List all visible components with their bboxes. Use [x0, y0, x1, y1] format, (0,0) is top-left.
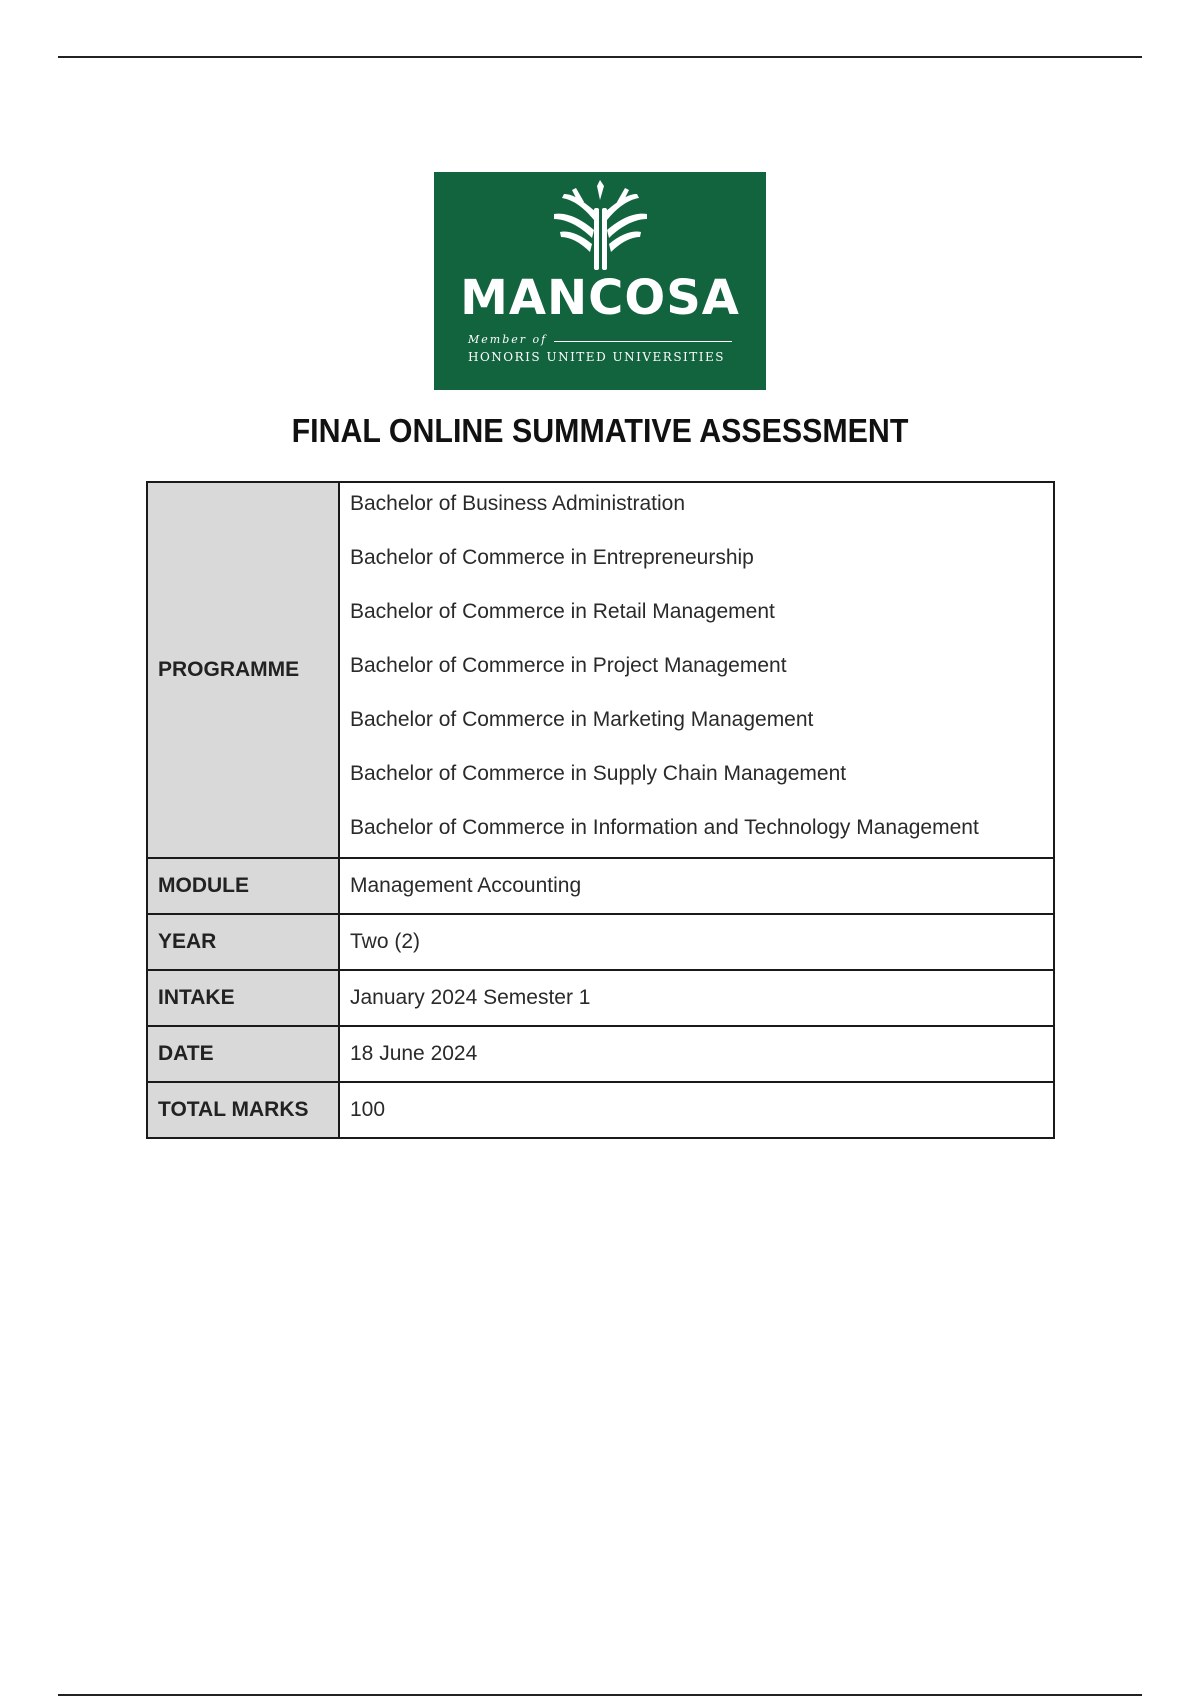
intake-value: January 2024 Semester 1: [339, 970, 1054, 1026]
programme-item: Bachelor of Commerce in Entrepreneurship: [350, 546, 754, 569]
assessment-info-table: [146, 481, 1055, 1139]
programme-list-cell: [339, 482, 1054, 858]
mancosa-logo: [434, 172, 766, 390]
module-label: MODULE: [147, 858, 339, 914]
programme-item: Bachelor of Commerce in Retail Management: [350, 600, 775, 623]
year-label: YEAR: [147, 914, 339, 970]
intake-row: [147, 970, 1054, 1026]
logo-wordmark: MANCOSA: [460, 270, 740, 326]
footer-rule: [58, 1694, 1142, 1696]
programme-item: Bachelor of Business Administration: [350, 492, 686, 515]
module-row: [147, 858, 1054, 914]
page-title: FINAL ONLINE SUMMATIVE ASSESSMENT: [291, 412, 909, 449]
logo-divider: [554, 341, 732, 342]
programme-item: Bachelor of Commerce in Marketing Management: [350, 708, 814, 731]
year-row: [147, 914, 1054, 970]
year-value: Two (2): [339, 914, 1054, 970]
programme-item: Bachelor of Commerce in Information and Technology Management: [350, 816, 979, 839]
programme-list: [350, 483, 1043, 857]
date-row: [147, 1026, 1054, 1082]
programme-row: [147, 482, 1054, 858]
module-value: Management Accounting: [339, 858, 1054, 914]
date-value: 18 June 2024: [339, 1026, 1054, 1082]
total-marks-label: TOTAL MARKS: [147, 1082, 339, 1138]
logo-honoris-text: HONORIS UNITED UNIVERSITIES: [468, 350, 726, 364]
programme-item: Bachelor of Commerce in Supply Chain Management: [350, 762, 847, 785]
programme-label: PROGRAMME: [147, 482, 339, 858]
header-rule: [58, 56, 1142, 58]
date-label: DATE: [147, 1026, 339, 1082]
programme-item: Bachelor of Commerce in Project Management: [350, 654, 787, 677]
total-marks-row: [147, 1082, 1054, 1138]
logo-member-text: Member of: [468, 333, 548, 346]
total-marks-value: 100: [339, 1082, 1054, 1138]
intake-label: INTAKE: [147, 970, 339, 1026]
